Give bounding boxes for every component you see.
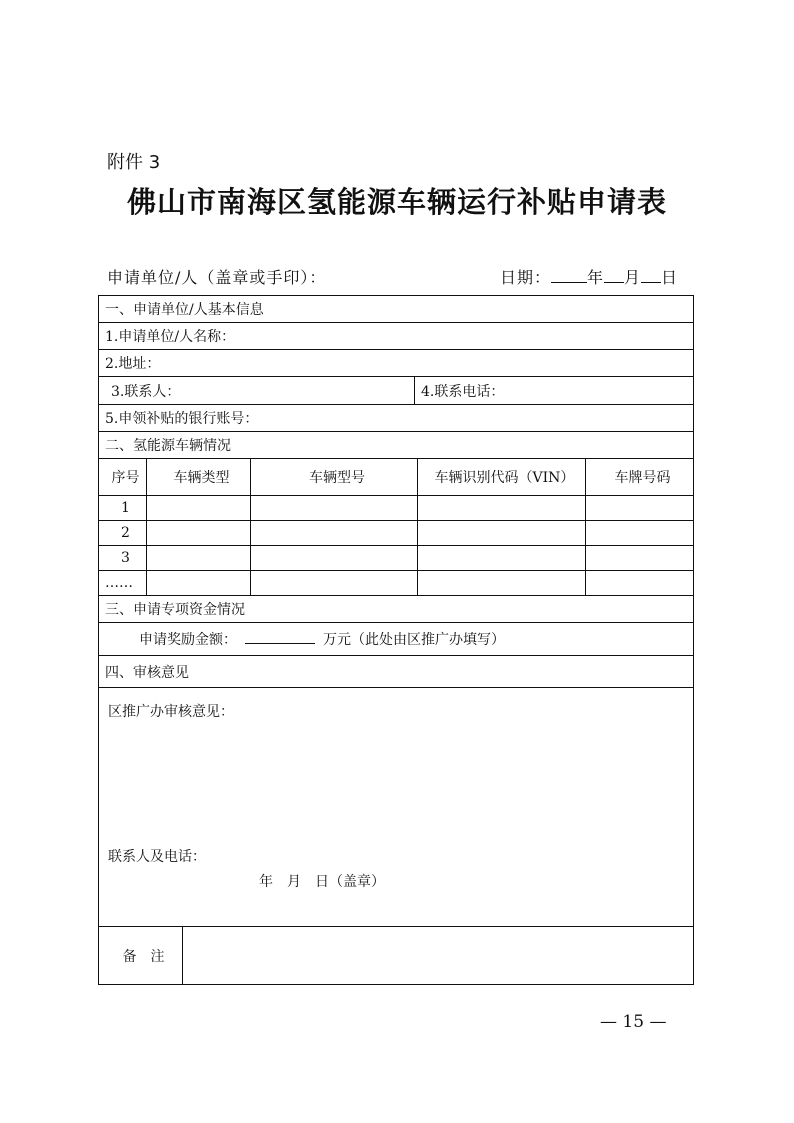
col-header-vehicle-type: 车辆类型 bbox=[147, 459, 251, 496]
date-month: 月 bbox=[624, 268, 642, 287]
review-contact-label: 联系人及电话： bbox=[108, 849, 206, 865]
vehicle-model-cell[interactable] bbox=[251, 496, 418, 521]
col-header-index: 序号 bbox=[99, 459, 147, 496]
section1-heading: 一、申请单位/人基本信息 bbox=[99, 296, 694, 323]
table-row bbox=[99, 521, 694, 546]
row-index: …… bbox=[99, 571, 147, 596]
amount-row bbox=[99, 623, 694, 656]
row-index: 3 bbox=[99, 546, 147, 571]
amount-blank[interactable] bbox=[245, 629, 315, 644]
amount-unit: 万元（此处由区推广办填写） bbox=[323, 632, 505, 648]
application-form bbox=[98, 295, 694, 985]
date-label: 日期： bbox=[500, 268, 552, 287]
row-index: 1 bbox=[99, 496, 147, 521]
vin-cell[interactable] bbox=[418, 546, 586, 571]
col-header-plate: 车牌号码 bbox=[586, 459, 694, 496]
remarks-label: 备 注 bbox=[99, 927, 183, 985]
section4-heading: 四、审核意见 bbox=[99, 656, 694, 688]
vin-cell[interactable] bbox=[418, 521, 586, 546]
plate-cell[interactable] bbox=[586, 521, 694, 546]
page-title: 佛山市南海区氢能源车辆运行补贴申请表 bbox=[126, 185, 667, 219]
date-line bbox=[500, 265, 678, 288]
applicant-name-field[interactable]: 1.申请单位/人名称： bbox=[99, 323, 694, 350]
vehicle-type-cell[interactable] bbox=[147, 546, 251, 571]
table-row bbox=[99, 546, 694, 571]
date-day: 日 bbox=[661, 268, 679, 287]
amount-label: 申请奖励金额： bbox=[139, 632, 237, 648]
address-field[interactable]: 2.地址： bbox=[99, 350, 694, 377]
review-opinion-box[interactable] bbox=[99, 688, 694, 927]
phone-field[interactable]: 4.联系电话： bbox=[415, 377, 694, 404]
section2-heading: 二、氢能源车辆情况 bbox=[99, 432, 694, 459]
attachment-label: 附件 3 bbox=[107, 152, 161, 173]
contact-field[interactable]: 3.联系人： bbox=[111, 383, 181, 400]
vin-cell[interactable] bbox=[418, 496, 586, 521]
col-header-vehicle-model: 车辆型号 bbox=[251, 459, 418, 496]
plate-cell[interactable] bbox=[586, 546, 694, 571]
vehicle-model-cell[interactable] bbox=[251, 546, 418, 571]
contact-row bbox=[99, 377, 694, 405]
plate-cell[interactable] bbox=[586, 496, 694, 521]
applicant-label: 申请单位/人（盖章或手印）： bbox=[107, 268, 327, 287]
date-year: 年 bbox=[587, 268, 605, 287]
vehicle-type-cell[interactable] bbox=[147, 496, 251, 521]
page-number: — 15 — bbox=[600, 1012, 667, 1032]
bank-account-field[interactable]: 5.申领补贴的银行账号： bbox=[99, 405, 694, 432]
table-row bbox=[99, 496, 694, 521]
month-blank bbox=[604, 268, 624, 283]
vehicle-model-cell[interactable] bbox=[251, 571, 418, 596]
vin-cell[interactable] bbox=[418, 571, 586, 596]
seal-date-line: 年 月 日（盖章） bbox=[259, 874, 385, 890]
year-blank bbox=[551, 268, 587, 283]
review-opinion-label: 区推广办审核意见： bbox=[108, 704, 234, 720]
vehicle-type-cell[interactable] bbox=[147, 571, 251, 596]
day-blank bbox=[641, 268, 661, 283]
vehicle-type-cell[interactable] bbox=[147, 521, 251, 546]
remarks-field[interactable] bbox=[183, 927, 694, 985]
plate-cell[interactable] bbox=[586, 571, 694, 596]
table-row bbox=[99, 571, 694, 596]
section3-heading: 三、申请专项资金情况 bbox=[99, 596, 694, 623]
vehicle-model-cell[interactable] bbox=[251, 521, 418, 546]
col-header-vin: 车辆识别代码（VIN） bbox=[418, 459, 586, 496]
row-index: 2 bbox=[99, 521, 147, 546]
